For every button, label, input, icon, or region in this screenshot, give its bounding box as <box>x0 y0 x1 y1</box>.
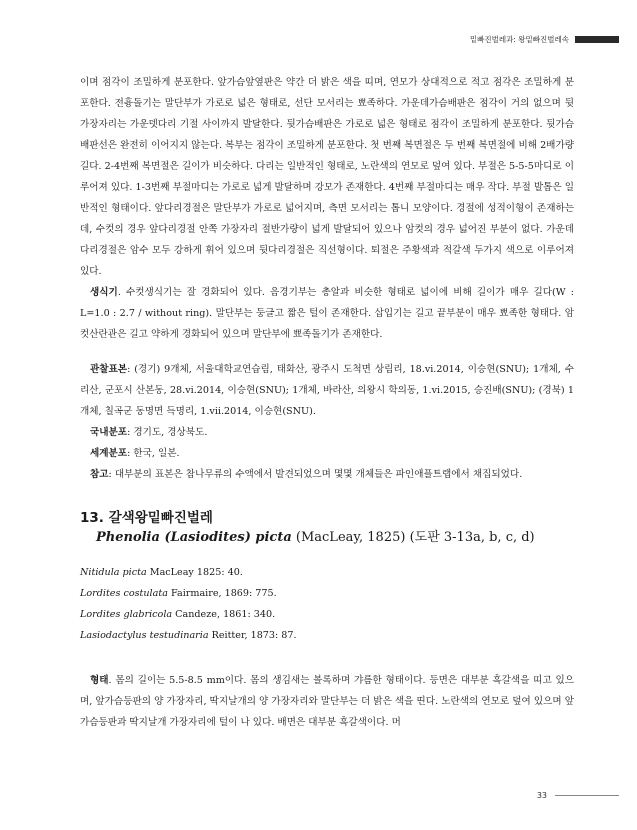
synonym-citation: MacLeay 1825: 40. <box>146 567 243 578</box>
world-text: : 한국, 일본. <box>127 448 180 459</box>
running-header <box>470 34 619 45</box>
spacer <box>80 548 574 562</box>
species-korean-name: 갈색왕밑빠진벌레 <box>108 510 213 526</box>
synonym-name: Lasiodactylus testudinaria <box>80 630 209 641</box>
synonym-name: Nitidula picta <box>80 567 147 578</box>
species-scientific-line <box>80 528 574 548</box>
morphology-text: . 몸의 길이는 5.5-8.5 mm이다. 몸의 생김새는 볼록하며 갸름한 형태이다. 등면은 대부분 흑갈색을 띠고 있으며, 앞가슴등판의 양 가장자리, 딱지날개의 양 가장자리와 말단부는 더 밝은 색을 띤다. 노란색의 연모로 덮여 있으며 앞가슴등판과 딱지날개 가장자리에 털이 나 있다. 배면은 대부분 흑갈색이다. 머 <box>80 675 574 728</box>
domestic-label: 국내분포 <box>90 427 128 438</box>
genitalia-paragraph <box>80 282 574 345</box>
morphology-paragraph <box>80 670 574 733</box>
specimens-paragraph <box>80 359 574 422</box>
synonym-item <box>80 625 574 646</box>
synonym-item <box>80 604 574 625</box>
synonym-item <box>80 562 574 583</box>
species-heading <box>80 509 574 528</box>
spacer <box>80 646 574 670</box>
description-paragraph: 이며 점각이 조밀하게 분포한다. 앞가슴앞옆판은 약간 더 밝은 색을 띠며, 연모가 상대적으로 적고 점각은 조밀하게 분포한다. 전흉돌기는 말단부가 가로로 넓은 형태로, 선단 모서리는 뾰족하다. 가운데가슴배판은 점각이 거의 없으며 뒷 가장자리는 가운뎃다리 기절 사이까지 발달한다. 뒷가슴배판은 가로로 넓은 형태로 점각이 조밀하게 분포한다. 뒷가슴배판선은 완전히 이어지지 않는다. 복부는 점각이 조밀하게 분포한다. 첫 번째 복면절은 두 번째 복면절에 비해 2배가량 길다. 2-4번째 복면절은 길이가 비슷하다. 다리는 일반적인 형태로, 노란색의 연모로 덮여 있다. 부절은 5-5-5마디로 이루어져 있다. 1-3번째 부절마디는 가로로 넓게 발달하며 강모가 존재한다. 4번째 부절마디는 매우 작다. 부절 발톱은 일반적인 형태이다. 앞다리경절은 말단부가 가로로 넓어지며, 측면 모서리는 톱니 모양이다. 경절에 성적이형이 존재하는데, 수컷의 경우 앞다리경절 안쪽 가장자리 절반가량이 넓게 발달되어 있으나 암컷의 경우 넓어진 부분이 없다. 가운데다리경절은 암수 모두 강하게 휘어 있으며 뒷다리경절은 직선형이다. 퇴절은 주황색과 적갈색 두가지 색으로 이루어져 있다. <box>80 77 574 277</box>
species-sci-name: Phenolia (Lasiodites) picta <box>96 530 292 545</box>
species-authority: (MacLeay, 1825) <box>291 530 410 545</box>
synonym-item <box>80 583 574 604</box>
spacer <box>80 485 574 509</box>
species-number: 13. <box>80 510 104 526</box>
synonym-citation: Reitter, 1873: 87. <box>208 630 297 641</box>
genitalia-label: 생식기 <box>90 287 118 298</box>
remarks-paragraph <box>80 464 574 485</box>
remarks-label: 참고 <box>90 469 109 480</box>
synonym-citation: Candeze, 1861: 340. <box>172 609 276 620</box>
spacer <box>80 345 574 359</box>
specimens-label: 관찰표본 <box>90 364 128 375</box>
remarks-text: : 대부분의 표본은 참나무류의 수액에서 발견되었으며 몇몇 개체들은 파인애플트랩에서 채집되었다. <box>108 469 523 480</box>
footer-rule <box>555 795 619 796</box>
domestic-text: : 경기도, 경상북도. <box>127 427 208 438</box>
specimens-text: : (경기) 9개체, 서울대학교연습림, 태화산, 광주시 도척면 상림리, 18.vi.2014, 이승현(SNU); 1개체, 수리산, 군포시 산본동, 28.vi.2014, 이승현(SNU); 1개체, 바라산, 의왕시 학의동, 1.vi.2015, 승진배(SNU); (경북) 1개체, 칠곡군 동명면 득명리, 1.vii.2014, 이승현(SNU). <box>80 364 574 417</box>
world-distribution <box>80 443 574 464</box>
morphology-label: 형태 <box>90 675 109 686</box>
domestic-distribution <box>80 422 574 443</box>
header-bar <box>575 36 619 43</box>
genitalia-text: . 수컷생식기는 잘 경화되어 있다. 음경기부는 총알과 비슷한 형태로 넓이에 비해 길이가 매우 길다(W : L=1.0 : 2.7 / without ring). 말단부는 둥글고 짧은 털이 존재한다. 삽입기는 길고 끝부분이 매우 뾰족한 형태다. 암컷산란관은 길고 약하게 경화되어 있으며 말단부에 뾰족돌기가 존재한다. <box>80 287 574 340</box>
synonym-name: Lordites costulata <box>80 588 168 599</box>
synonym-list <box>80 562 574 646</box>
page-body <box>80 72 574 733</box>
synonym-citation: Fairmaire, 1869: 775. <box>167 588 277 599</box>
synonym-name: Lordites glabricola <box>80 609 173 620</box>
page-number: 33 <box>536 791 547 800</box>
running-title: 밑빠진벌레과: 왕밑빠진벌레속 <box>469 35 569 44</box>
world-label: 세계분포 <box>90 448 128 459</box>
page-footer <box>537 791 619 800</box>
species-plate: (도판 3-13a, b, c, d) <box>409 530 535 545</box>
